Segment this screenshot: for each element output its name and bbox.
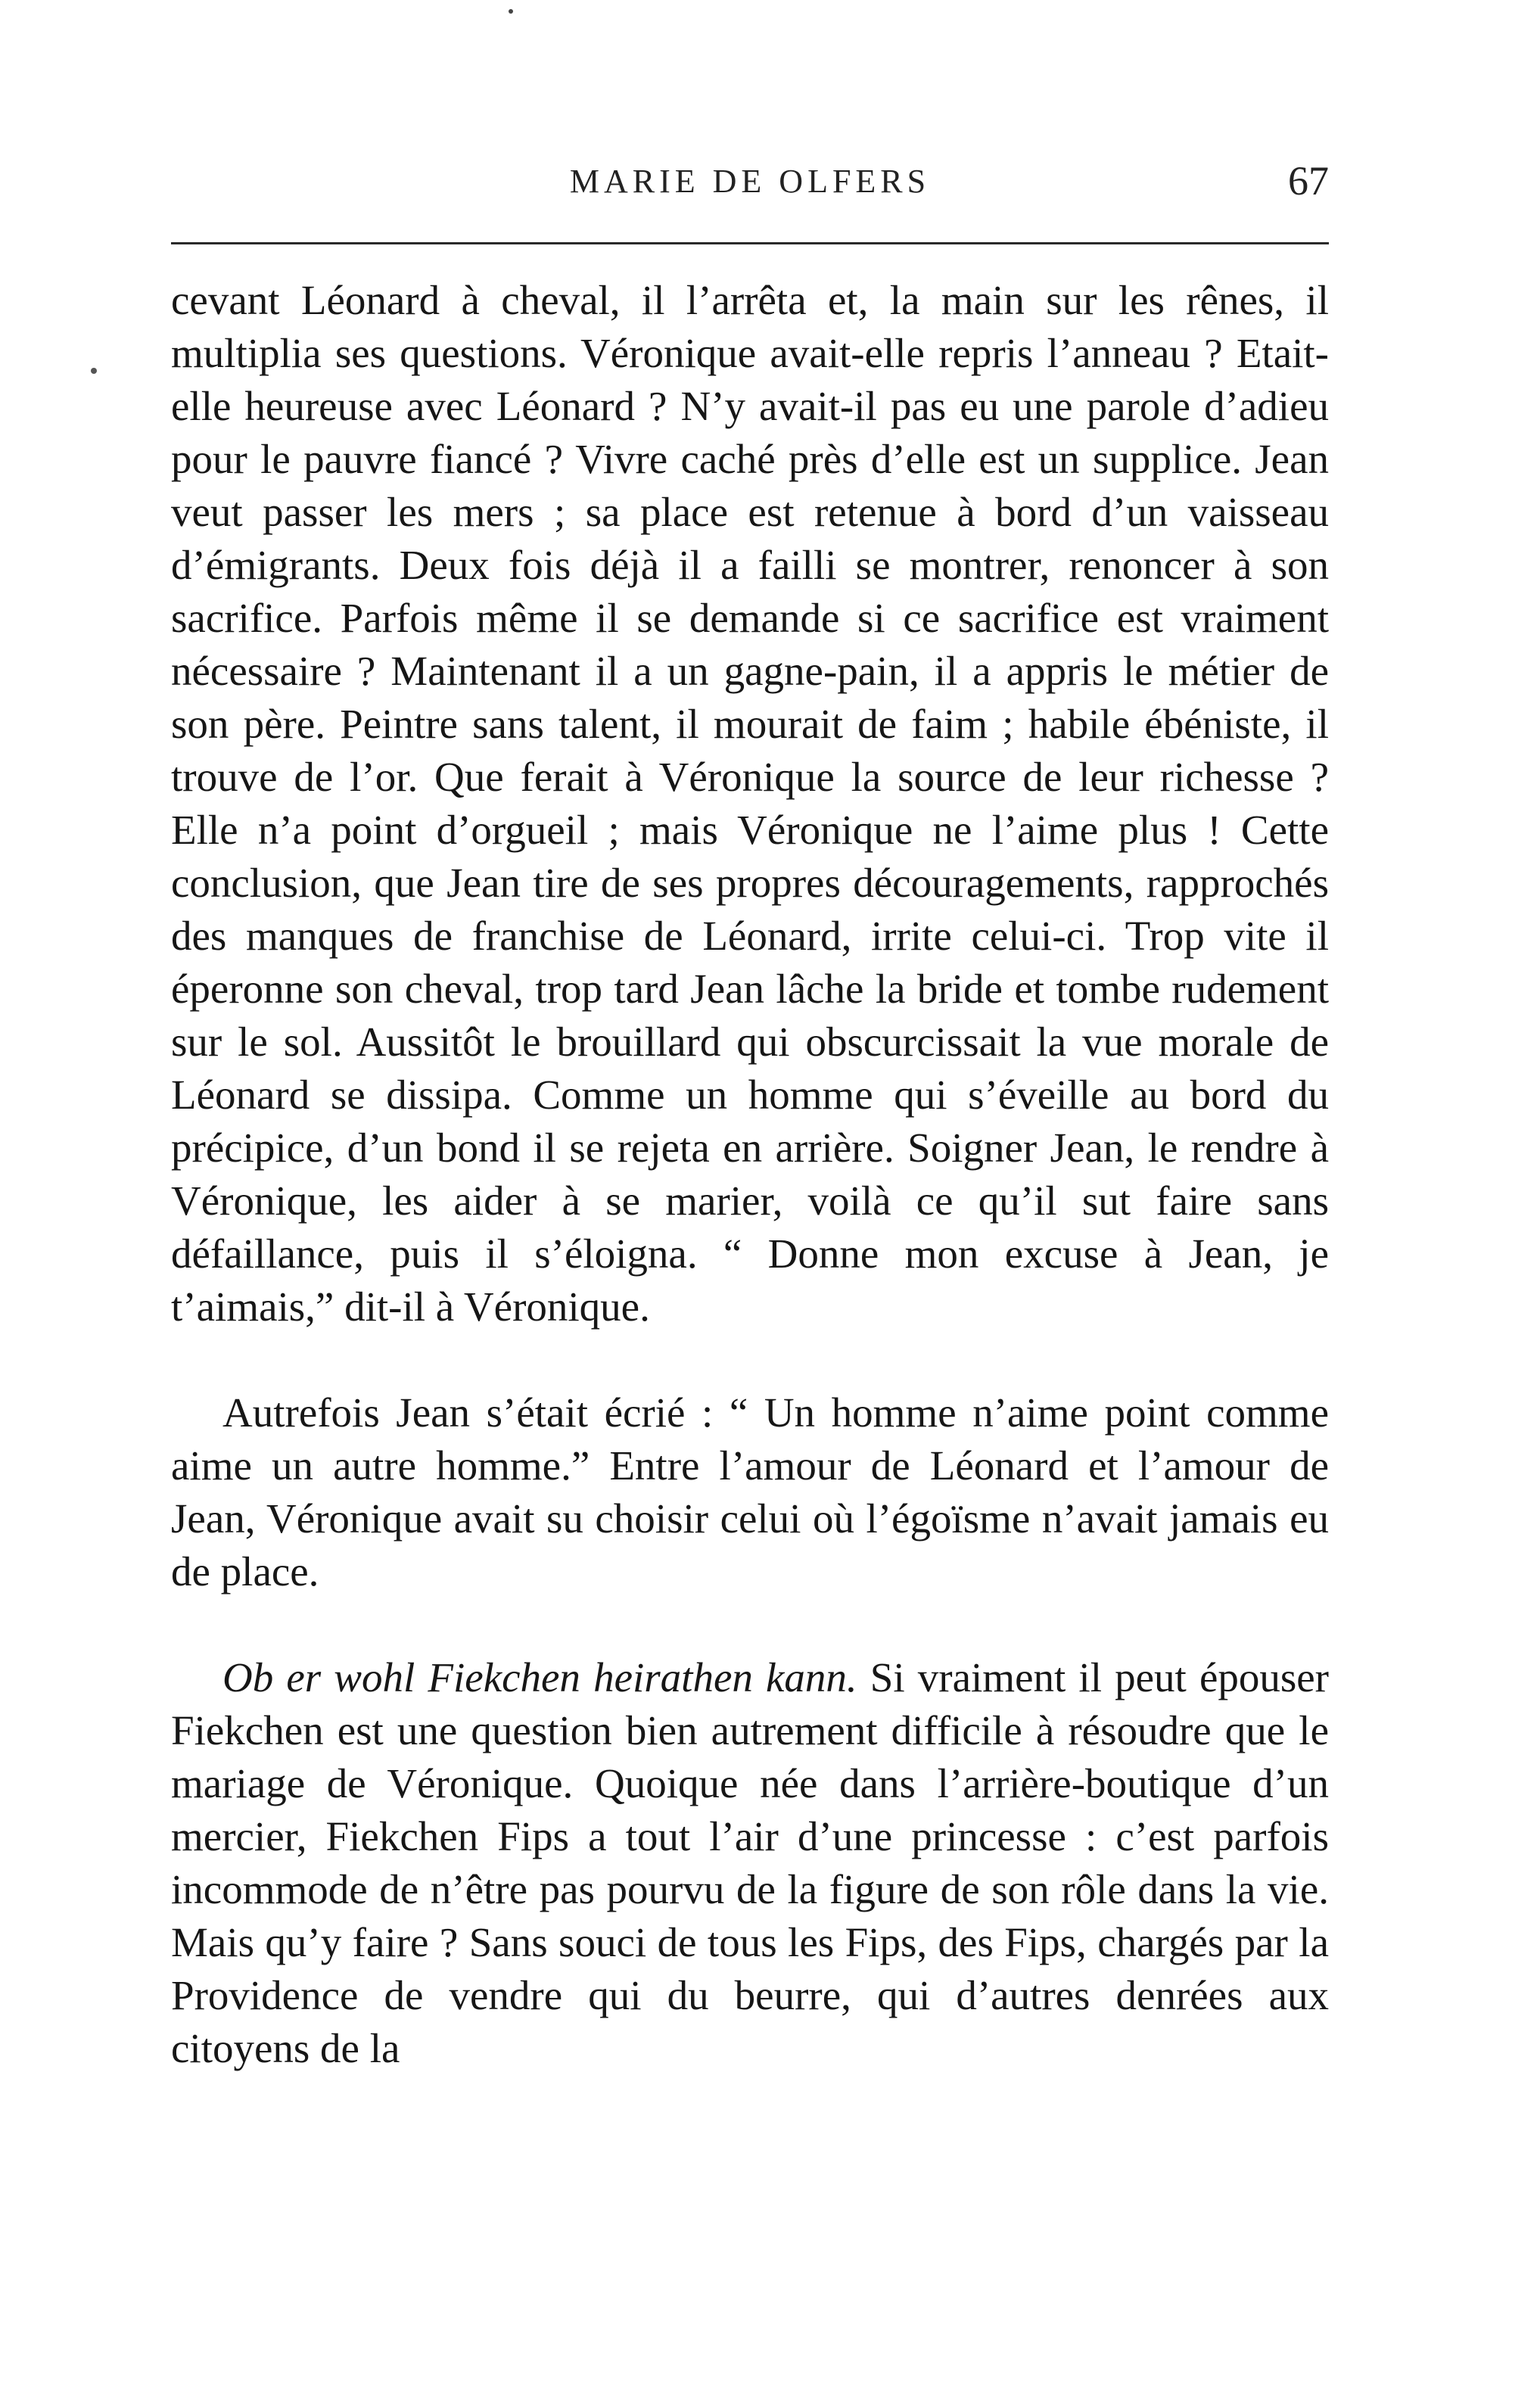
paragraph-1: cevant Léonard à cheval, il l’arrêta et, la main sur les rênes, il multiplia ses questions. Véronique avait-elle repris l’anneau ? Etait-elle heureuse avec Léonard ? N’y avait-il pas eu une parole d’adieu pour le pauvre fiancé ? Vivre caché près d’elle est un supplice. Jean veut passer les mers ; sa place est retenue à bord d’un vaisseau d’émigrants. Deux fois déjà il a failli se montrer, renoncer à son sacrifice. Parfois même il se demande si ce sacrifice est vraiment nécessaire ? Maintenant il a un gagne-pain, il a appris le métier de son père. Peintre sans talent, il mourait de faim ; habile ébéniste, il trouve de l’or. Que ferait à Véronique la source de leur richesse ? Elle n’a point d’orgueil ; mais Véronique ne l’aime plus ! Cette conclusion, que Jean tire de ses propres découragements, rapprochés des manques de franchise de Léonard, irrite celui-ci. Trop vite il éperonne son cheval, trop tard Jean lâche la bride et tombe rudement sur le sol. Aussitôt le brouillard qui obscurcissait la vue morale de Léonard se dissipa. Comme un homme qui s’éveille au bord du précipice, d’un bond il se rejeta en arrière. Soigner Jean, le rendre à Véronique, les aider à se marier, voilà ce qu’il sut faire sans défaillance, puis il s’éloigna. “ Donne mon excuse à Jean, je t’aimais,” dit-il à Véronique.: [171, 277, 1329, 1330]
paragraph-3: [171, 1651, 1329, 2075]
paragraph-3-text: Si vraiment il peut épouser Fiekchen est une question bien autrement difficile à résoudre que le mariage de Véronique. Quoique née dans l’arrière-boutique d’un mercier, Fiekchen Fips a tout l’air d’une princesse : c’est parfois incommode de n’être pas pourvu de la figure de son rôle dans la vie. Mais qu’y faire ? Sans souci de tous les Fips, des Fips, chargés par la Providence de vendre qui du beurre, qui d’autres denrées aux citoyens de la: [171, 1654, 1329, 2071]
paragraph-2: Autrefois Jean s’était écrié : “ Un homme n’aime point comme aime un autre homme.” Entre l’amour de Léonard et l’amour de Jean, Véronique avait su choisir celui où l’égoïsme n’avait jamais eu de place.: [171, 1389, 1329, 1595]
ink-speck: [509, 9, 513, 14]
header-rule: [171, 242, 1329, 244]
margin-speck: [91, 368, 97, 374]
paragraph-3-italic-lead: Ob er wohl Fiekchen heirathen kann.: [222, 1654, 857, 1700]
page-number: 67: [1288, 158, 1329, 204]
running-head: [171, 158, 1329, 215]
body-text: [171, 274, 1329, 2075]
running-title: MARIE DE OLFERS: [569, 163, 931, 200]
